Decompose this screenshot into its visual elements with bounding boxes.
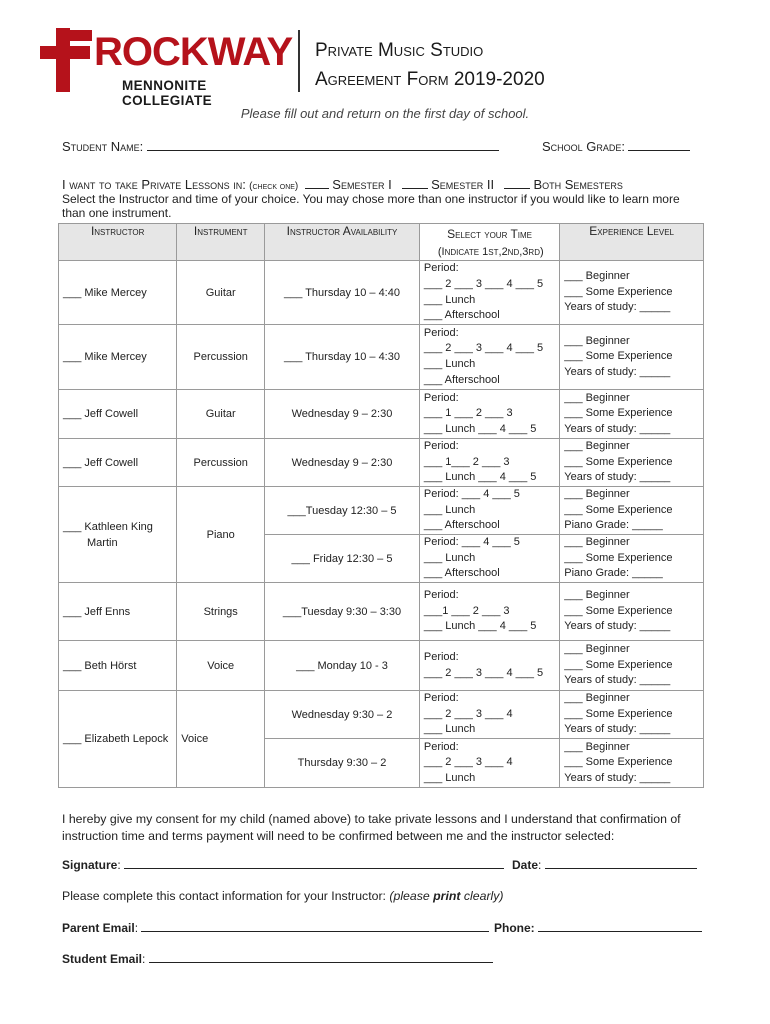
cell-line[interactable]: ___ Some Experience [564, 756, 673, 769]
select-time-cell [419, 583, 559, 641]
experience-cell [560, 261, 704, 325]
select-time-cell [419, 261, 559, 325]
instructor-cell: ___ Jeff Cowell [59, 439, 177, 487]
cell-line[interactable]: ___ Afterschool [423, 567, 500, 580]
cell-line[interactable]: ___ Afterschool [423, 373, 500, 386]
instrument-cell: Guitar [177, 261, 265, 325]
cell-line[interactable]: ___ Beginner [564, 740, 630, 753]
col-header-instructor: Instructor [59, 224, 177, 261]
availability-cell: ___Tuesday 9:30 – 3:30 [265, 583, 420, 641]
cell-line[interactable]: Period: [423, 692, 459, 705]
cell-line[interactable]: ___ Lunch ___ 4 ___ 5 [423, 471, 537, 484]
parent-email-label: Parent Email [62, 921, 135, 935]
cell-line[interactable]: Years of study: _____ [564, 723, 671, 736]
semester1-blank[interactable] [305, 178, 329, 189]
col-header-instrument: Instrument [177, 224, 265, 261]
table-row [59, 439, 704, 487]
cell-line[interactable]: Period: ___ 4 ___ 5 [423, 488, 520, 501]
cell-line[interactable]: ___ Some Experience [564, 350, 673, 363]
cell-line[interactable]: ___1 ___ 2 ___ 3 [423, 604, 510, 617]
experience-cell [560, 739, 704, 788]
cell-line[interactable]: Years of study: _____ [564, 422, 671, 435]
both-semesters-label: Both Semesters [533, 177, 623, 192]
table-row [59, 390, 704, 439]
col-header-availability: Instructor Availability [265, 224, 420, 261]
both-semesters-blank[interactable] [504, 178, 530, 189]
school-grade-field[interactable] [628, 140, 690, 151]
lessons-label: I want to take Private Lessons in: [62, 177, 246, 192]
phone-field[interactable] [538, 921, 702, 932]
cell-line[interactable]: ___ 2 ___ 3 ___ 4 ___ 5 [423, 342, 544, 355]
cell-line[interactable]: ___ 2 ___ 3 ___ 4 ___ 5 [423, 666, 544, 679]
cell-line[interactable]: ___ Beginner [564, 440, 630, 453]
cell-line[interactable]: Period: [423, 440, 459, 453]
instructor-cell: ___ Jeff Enns [59, 583, 177, 641]
check-one-note: (check one) [249, 181, 299, 192]
instructor-cell: ___ Beth Hörst [59, 641, 177, 691]
form-title: Private Music Studio Agreement Form 2019-2020 [315, 40, 545, 90]
signature-field[interactable] [124, 858, 504, 869]
cell-line[interactable]: Period: [423, 589, 459, 602]
instrument-cell: Guitar [177, 390, 265, 439]
experience-cell [560, 641, 704, 691]
instrument-cell: Percussion [177, 439, 265, 487]
instructor-name[interactable]: ___ Kathleen King [63, 520, 153, 533]
student-name-label: Student Name: [62, 139, 144, 154]
semester1-label: Semester I [332, 177, 392, 192]
instrument-cell: Voice [177, 691, 265, 788]
school-grade-row [542, 139, 690, 154]
cell-line[interactable]: ___ 1 ___ 2 ___ 3 [423, 407, 513, 420]
fill-out-instruction: Please fill out and return on the first day of school. [240, 106, 530, 121]
instructor-table [58, 223, 704, 788]
cell-line[interactable]: ___ Lunch [423, 723, 476, 736]
cell-line[interactable]: ___ 1___ 2 ___ 3 [423, 455, 510, 468]
cell-line[interactable]: ___ Some Experience [564, 604, 673, 617]
cell-line[interactable]: Piano Grade: _____ [564, 567, 663, 580]
logo-wordmark: ROCKWAY [94, 30, 293, 74]
availability-cell: ___Tuesday 12:30 – 5 [265, 487, 420, 535]
cell-line[interactable]: Years of study: _____ [564, 674, 671, 687]
cell-line[interactable]: ___ Some Experience [564, 407, 673, 420]
select-time-cell [419, 487, 559, 535]
cell-line[interactable]: ___ Beginner [564, 692, 630, 705]
instrument-cell: Percussion [177, 325, 265, 390]
instructor-cell: ___ Mike Mercey [59, 325, 177, 390]
cell-line[interactable]: Piano Grade: _____ [564, 519, 663, 532]
select-time-cell [419, 439, 559, 487]
cell-line[interactable]: Period: [423, 650, 459, 663]
cell-line[interactable]: ___ Lunch [423, 358, 476, 370]
student-name-field[interactable] [147, 140, 499, 151]
school-grade-label: School Grade: [542, 139, 626, 154]
availability-cell: Thursday 9:30 – 2 [265, 739, 420, 788]
cell-line[interactable]: ___ 2 ___ 3 ___ 4 [423, 756, 513, 769]
cell-line[interactable]: ___ Afterschool [423, 519, 500, 532]
table-row [59, 691, 704, 739]
student-email-label: Student Email [62, 952, 143, 966]
signature-row: Signature: [62, 858, 504, 872]
availability-cell: Wednesday 9 – 2:30 [265, 390, 420, 439]
select-note: Select the Instructor and time of your choice. You may chose more than one instructor if you would like to learn more than one instrument. [62, 192, 680, 220]
experience-cell [560, 535, 704, 583]
cell-line[interactable]: Period: [423, 262, 459, 275]
cell-line[interactable]: ___ Beginner [564, 334, 630, 347]
cell-line[interactable]: ___ Beginner [564, 488, 630, 501]
cell-line[interactable]: ___ Beginner [564, 391, 630, 404]
cell-line[interactable]: ___ Lunch [423, 771, 476, 784]
cell-line[interactable]: Period: ___ 4 ___ 5 [423, 536, 520, 549]
cell-line[interactable]: ___ Lunch ___ 4 ___ 5 [423, 422, 537, 435]
instructor-cell: ___ Elizabeth Lepock [59, 691, 177, 788]
cell-line[interactable]: ___ Some Experience [564, 707, 673, 720]
instrument-cell: Strings [177, 583, 265, 641]
select-time-cell [419, 641, 559, 691]
table-row [59, 325, 704, 390]
semester2-label: Semester II [431, 177, 495, 192]
cell-line[interactable]: Years of study: _____ [564, 365, 671, 378]
col-header-experience: Experience Level [560, 224, 704, 261]
table-row [59, 261, 704, 325]
cell-line[interactable]: ___ 2 ___ 3 ___ 4 ___ 5 [423, 277, 544, 290]
phone-row [494, 921, 702, 935]
cell-line[interactable]: ___ Some Experience [564, 551, 673, 564]
availability-cell: ___ Thursday 10 – 4:30 [265, 325, 420, 390]
instrument-cell: Piano [177, 487, 265, 583]
parent-email-field[interactable] [141, 921, 489, 932]
cross-icon [38, 26, 98, 96]
cell-line[interactable]: ___ Some Experience [564, 455, 673, 468]
availability-cell: ___ Friday 12:30 – 5 [265, 535, 420, 583]
indicate-note: (Indicate 1st,2nd,3rd) [419, 244, 559, 261]
cell-line[interactable]: ___ 2 ___ 3 ___ 4 [423, 707, 513, 720]
availability-cell: Wednesday 9 – 2:30 [265, 439, 420, 487]
cell-line[interactable]: Years of study: _____ [564, 771, 671, 784]
cell-line[interactable]: Years of study: _____ [564, 620, 671, 633]
cell-line[interactable]: ___ Lunch [423, 293, 476, 306]
availability-cell: Wednesday 9:30 – 2 [265, 691, 420, 739]
select-time-cell [419, 535, 559, 583]
instructor-cell: ___ Mike Mercey [59, 261, 177, 325]
experience-cell [560, 439, 704, 487]
date-row: Date: [512, 858, 697, 872]
cell-line[interactable]: Period: [423, 326, 459, 339]
cell-line[interactable]: Years of study: _____ [564, 471, 671, 484]
table-row [59, 583, 704, 641]
cell-line[interactable]: ___ Lunch [423, 551, 476, 564]
cell-line[interactable]: Period: [423, 391, 459, 404]
cell-line[interactable]: ___ Some Experience [564, 285, 673, 298]
col-header-select-time: Select your Time [419, 224, 559, 245]
cell-line[interactable]: Years of study: _____ [564, 301, 671, 314]
cell-line[interactable]: ___ Some Experience [564, 503, 673, 516]
cell-line[interactable]: ___ Lunch [423, 503, 476, 516]
cell-line[interactable]: ___ Some Experience [564, 658, 673, 671]
student-name-row [62, 139, 499, 154]
cell-line[interactable]: ___ Beginner [564, 536, 630, 549]
cell-line[interactable]: ___ Lunch ___ 4 ___ 5 [423, 620, 537, 633]
select-time-cell [419, 739, 559, 788]
date-label: Date [512, 858, 539, 872]
select-time-cell [419, 325, 559, 390]
consent-paragraph: I hereby give my consent for my child (named above) to take private lessons and I understand that confirmation of instruction time and terms payment will need to be confirmed between me and the instructor selected: [62, 812, 681, 843]
cell-line[interactable]: ___ Beginner [564, 643, 630, 656]
instructor-cell: ___ Jeff Cowell [59, 390, 177, 439]
date-field[interactable] [545, 858, 697, 869]
contact-instruction: Please complete this contact information for your Instructor: (please print clearly) [62, 889, 504, 903]
cell-line[interactable]: ___ Beginner [564, 589, 630, 602]
availability-cell: ___ Monday 10 - 3 [265, 641, 420, 691]
select-time-cell [419, 691, 559, 739]
select-time-cell [419, 390, 559, 439]
phone-label: Phone: [494, 921, 535, 935]
lessons-row [62, 177, 623, 192]
experience-cell [560, 325, 704, 390]
experience-cell [560, 583, 704, 641]
signature-label: Signature [62, 858, 118, 872]
instructor-name-cont: Martin [87, 536, 118, 549]
instrument-cell: Voice [177, 641, 265, 691]
instructor-cell [59, 487, 177, 583]
header-divider [298, 30, 300, 92]
table-row [59, 641, 704, 691]
experience-cell [560, 691, 704, 739]
logo-subtitle: MENNONITE COLLEGIATE [122, 78, 212, 108]
school-logo [38, 26, 293, 108]
parent-email-row: Parent Email: [62, 921, 489, 935]
student-email-row: Student Email: [62, 952, 493, 966]
cell-line[interactable]: Period: [423, 740, 459, 753]
experience-cell [560, 487, 704, 535]
student-email-field[interactable] [149, 952, 493, 963]
experience-cell [560, 390, 704, 439]
table-row [59, 487, 704, 535]
cell-line[interactable]: ___ Beginner [564, 270, 630, 283]
availability-cell: ___ Thursday 10 – 4:40 [265, 261, 420, 325]
semester2-blank[interactable] [402, 178, 428, 189]
cell-line[interactable]: ___ Afterschool [423, 309, 500, 322]
